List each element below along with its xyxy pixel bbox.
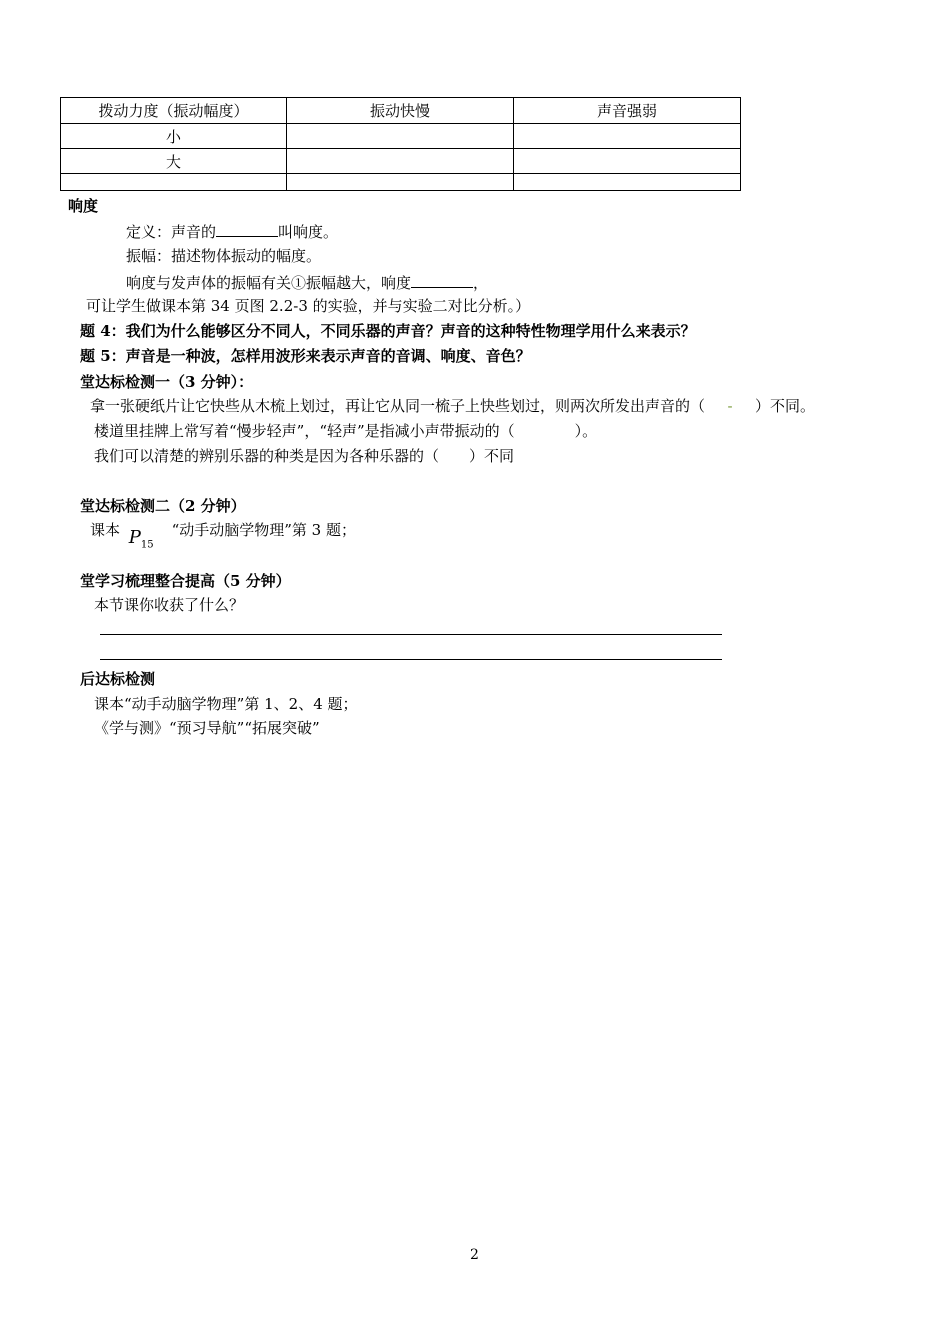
after-item-2: 《学与测》“预习导航”“拓展突破” <box>94 719 320 737</box>
definition-prefix: 定义：声音的 <box>126 223 217 241</box>
check1-item-2: 楼道里挂牌上常写着“慢步轻声”，“轻声”是指减小声带振动的（ ）。 <box>94 422 598 440</box>
table-row <box>61 174 741 191</box>
question-5: 题 5：声音是一种波，怎样用波形来表示声音的音调、响度、音色？ <box>80 347 531 365</box>
check1-item-1 <box>90 396 815 416</box>
table-cell <box>514 149 741 174</box>
page-number: 2 <box>470 1247 479 1263</box>
page-ref-letter: P <box>128 527 141 548</box>
table-cell <box>514 174 741 191</box>
page-ref-number: 15 <box>140 539 154 551</box>
table-row <box>61 149 741 174</box>
relation-prefix: 响度与发声体的振幅有关①振幅越大，响度 <box>126 274 412 292</box>
answer-line-2[interactable] <box>100 659 722 660</box>
review-question: 本节课你收获了什么？ <box>94 596 245 614</box>
loudness-heading: 响度 <box>68 197 99 215</box>
table-cell <box>514 124 741 149</box>
relation-suffix: ， <box>473 274 489 292</box>
check2-item <box>90 520 356 551</box>
table-header: 声音强弱 <box>514 98 741 124</box>
check1-item-1-text: 拿一张硬纸片让它快些从木梳上划过，再让它从同一梳子上快些划过，则两次所发出声音的（ <box>90 397 706 415</box>
table-cell <box>287 124 514 149</box>
check1-item-1-end: ）不同。 <box>755 397 816 415</box>
check2-item-prefix: 课本 <box>90 521 121 539</box>
amplitude-text: 振幅：描述物体振动的幅度。 <box>126 247 322 265</box>
loudness-relation <box>126 271 488 293</box>
check1-item-3: 我们可以清楚的辨别乐器的种类是因为各种乐器的（ ）不同 <box>94 447 515 465</box>
table-header: 振动快慢 <box>287 98 514 124</box>
after-heading: 后达标检测 <box>80 670 156 688</box>
relation-blank[interactable] <box>411 271 473 288</box>
table-header: 拨动力度（振动幅度） <box>61 98 287 124</box>
question-4: 题 4：我们为什么能够区分不同人，不同乐器的声音？声音的这种特性物理学用什么来表示？ <box>80 322 696 340</box>
table-row <box>61 124 741 149</box>
table-cell: 大 <box>61 149 287 174</box>
answer-line-1[interactable] <box>100 634 722 635</box>
table-cell <box>61 174 287 191</box>
check2-heading: 堂达标检测二（2 分钟） <box>80 497 246 515</box>
page-ref <box>129 528 167 556</box>
table-header-row <box>61 98 741 124</box>
check1-heading: 堂达标检测一（3 分钟）： <box>80 373 254 391</box>
answer-blank[interactable] <box>705 396 755 416</box>
table-cell <box>287 174 514 191</box>
loudness-definition <box>126 220 338 242</box>
definition-suffix: 叫响度。 <box>278 223 339 241</box>
observation-table <box>60 97 741 191</box>
table-cell <box>287 149 514 174</box>
after-item-1: 课本“动手动脑学物理”第 1、2、4 题； <box>94 695 358 713</box>
table-cell: 小 <box>61 124 287 149</box>
definition-blank[interactable] <box>216 220 278 237</box>
check2-item-text: “动手动脑学物理”第 3 题； <box>171 521 356 539</box>
experiment-note: 可让学生做课本第 34 页图 2.2-3 的实验，并与实验二对比分析。） <box>86 297 531 315</box>
review-heading: 堂学习梳理整合提高（5 分钟） <box>80 572 291 590</box>
green-mark-icon: - <box>727 397 733 415</box>
